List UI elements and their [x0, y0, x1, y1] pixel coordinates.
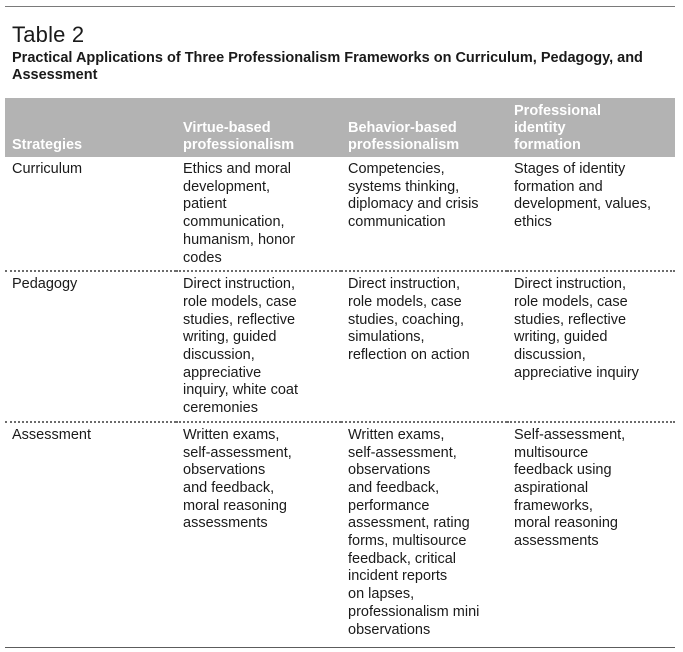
table-number-label: Table 2	[12, 22, 85, 47]
identity-cell: Self-assessment, multisource feedback using aspirational frameworks, moral reasoning assessments	[507, 422, 675, 648]
header-strategies: Strategies	[5, 98, 176, 157]
behavior-cell: Written exams, self-assessment, observations and feedback, performance assessment, rating forms, multisource feedback, critical incident reports on lapses, professionalism mini observations	[341, 422, 507, 648]
strategy-cell: Assessment	[5, 422, 176, 648]
table-row	[5, 271, 675, 422]
top-rule	[5, 6, 675, 7]
table-caption: Practical Applications of Three Professionalism Frameworks on Curriculum, Pedagogy, and Assessment	[12, 50, 643, 83]
behavior-cell: Competencies, systems thinking, diplomacy and crisis communication	[341, 157, 507, 271]
frameworks-table	[5, 98, 675, 648]
strategy-cell: Curriculum	[5, 157, 176, 271]
identity-cell: Stages of identity formation and development, values, ethics	[507, 157, 675, 271]
strategy-cell: Pedagogy	[5, 271, 176, 422]
header-identity-formation: Professional identity formation	[507, 98, 675, 157]
header-row	[5, 98, 675, 157]
applications-table	[5, 98, 675, 648]
table-row	[5, 157, 675, 271]
header-virtue-based: Virtue-based professionalism	[176, 98, 341, 157]
table-row	[5, 422, 675, 648]
identity-cell: Direct instruction, role models, case studies, reflective writing, guided discussion, appreciative inquiry	[507, 271, 675, 422]
virtue-cell: Direct instruction, role models, case studies, reflective writing, guided discussion, appreciative inquiry, white coat ceremonies	[176, 271, 341, 422]
behavior-cell: Direct instruction, role models, case studies, coaching, simulations, reflection on action	[341, 271, 507, 422]
virtue-cell: Written exams, self-assessment, observations and feedback, moral reasoning assessments	[176, 422, 341, 648]
virtue-cell: Ethics and moral development, patient communication, humanism, honor codes	[176, 157, 341, 271]
header-behavior-based: Behavior-based professionalism	[341, 98, 507, 157]
